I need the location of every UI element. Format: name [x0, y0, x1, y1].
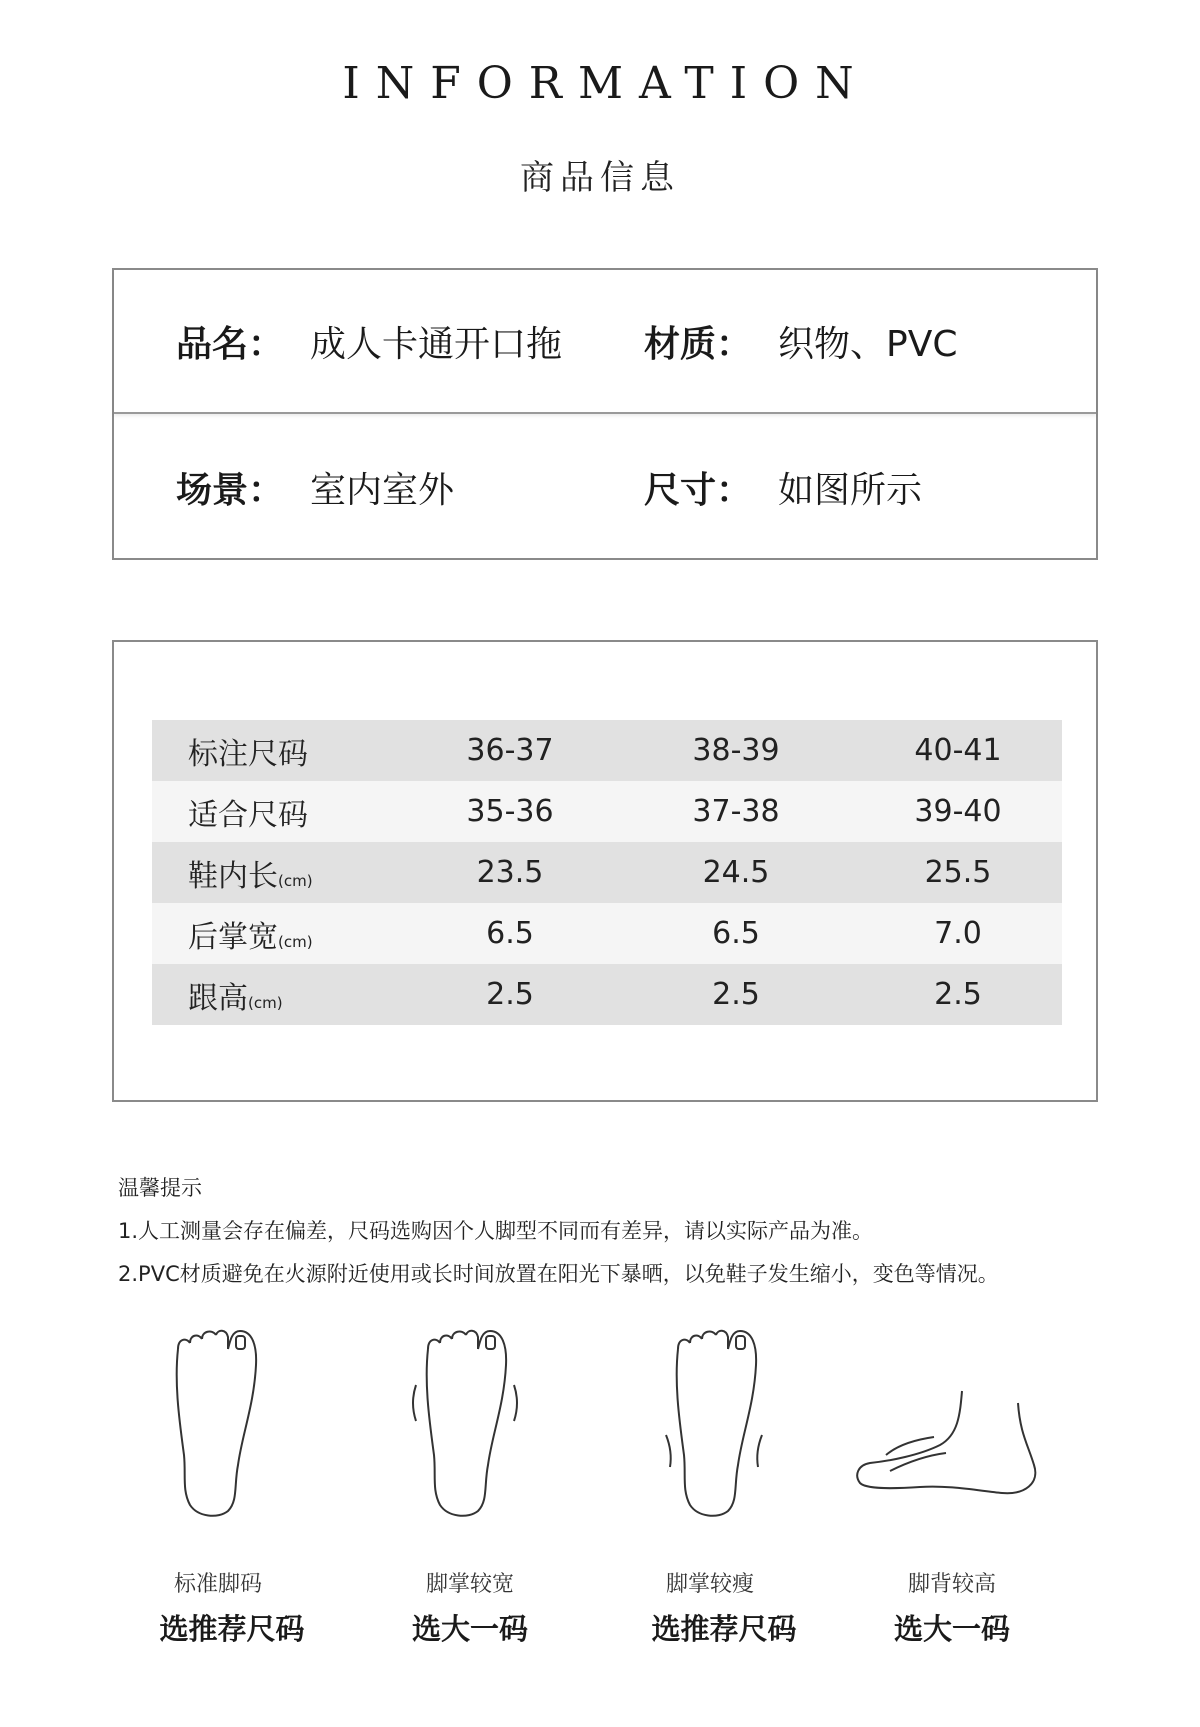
info-row-2: [114, 416, 1096, 558]
table-cell: 23.5: [476, 855, 544, 890]
table-cell: 38-39: [692, 733, 780, 768]
tip-line-1: 1.人工测量会存在偏差，尺码选购因个人脚型不同而有差异，请以实际产品为准。: [118, 1219, 874, 1243]
table-cell: 2.5: [934, 977, 982, 1012]
standard-foot-icon: [168, 1325, 268, 1525]
table-cell: 6.5: [712, 916, 760, 951]
foot-guide: [0, 1325, 1200, 1655]
row-header: 标注尺码: [188, 736, 308, 772]
table-cell: 37-38: [692, 794, 780, 829]
table-row: [152, 720, 1062, 781]
table-cell: 35-36: [466, 794, 554, 829]
row-header: 鞋内长(cm): [188, 858, 313, 894]
product-scene: [176, 416, 454, 558]
foot-guide-main-3: 选推荐尺码: [651, 1612, 797, 1646]
table-cell: 39-40: [914, 794, 1002, 829]
foot-guide-main-4: 选大一码: [893, 1612, 1010, 1646]
high-instep-foot-icon: [850, 1325, 1040, 1525]
row-header: 适合尺码: [188, 797, 308, 833]
foot-guide-sub-1: 标准脚码: [173, 1572, 262, 1597]
table-row: [152, 964, 1062, 1025]
size-value: 如图所示: [778, 469, 923, 511]
table-cell: 25.5: [924, 855, 992, 890]
size-chart-box: [112, 640, 1098, 1102]
foot-guide-main-1: 选推荐尺码: [159, 1612, 305, 1646]
foot-guide-main-2: 选大一码: [411, 1612, 528, 1646]
scene-value: 室内室外: [310, 469, 455, 511]
table-cell: 7.0: [934, 916, 982, 951]
table-row: [152, 781, 1062, 842]
table-cell: 40-41: [914, 733, 1002, 768]
foot-guide-sub-3: 脚掌较瘦: [665, 1572, 754, 1597]
tip-line-2: 2.PVC材质避免在火源附近使用或长时间放置在阳光下暴晒，以免鞋子发生缩小，变色等情况。: [118, 1262, 999, 1286]
foot-guide-sub-4: 脚背较高: [907, 1572, 996, 1597]
scene-label: 场景：: [176, 469, 285, 511]
narrow-foot-icon: [658, 1325, 768, 1525]
table-cell: 24.5: [702, 855, 770, 890]
product-info-box: [112, 268, 1098, 560]
product-size: [644, 416, 922, 558]
product-material: [644, 270, 958, 412]
foot-guide-sub-2: 脚掌较宽: [425, 1572, 514, 1597]
table-cell: 36-37: [466, 733, 554, 768]
product-name-value: 成人卡通开口拖: [310, 323, 563, 365]
page-title-cn: 商品信息: [520, 158, 680, 198]
tips-title: 温馨提示: [118, 1176, 202, 1200]
material-label: 材质：: [644, 323, 753, 365]
page-title-en: INFORMATION: [342, 58, 870, 109]
material-value: 织物、PVC: [778, 323, 958, 365]
row-header: 跟高(cm): [188, 980, 283, 1016]
row-header: 后掌宽(cm): [188, 919, 313, 955]
table-cell: 6.5: [486, 916, 534, 951]
table-cell: 2.5: [486, 977, 534, 1012]
size-label: 尺寸：: [644, 469, 753, 511]
tips-section: [118, 1172, 1118, 1301]
wide-foot-icon: [410, 1325, 520, 1525]
product-name: [176, 270, 562, 412]
product-name-label: 品名：: [176, 323, 285, 365]
size-table: [152, 720, 1062, 1025]
table-row: [152, 842, 1062, 903]
table-cell: 2.5: [712, 977, 760, 1012]
table-row: [152, 903, 1062, 964]
info-row-1: [114, 270, 1096, 414]
